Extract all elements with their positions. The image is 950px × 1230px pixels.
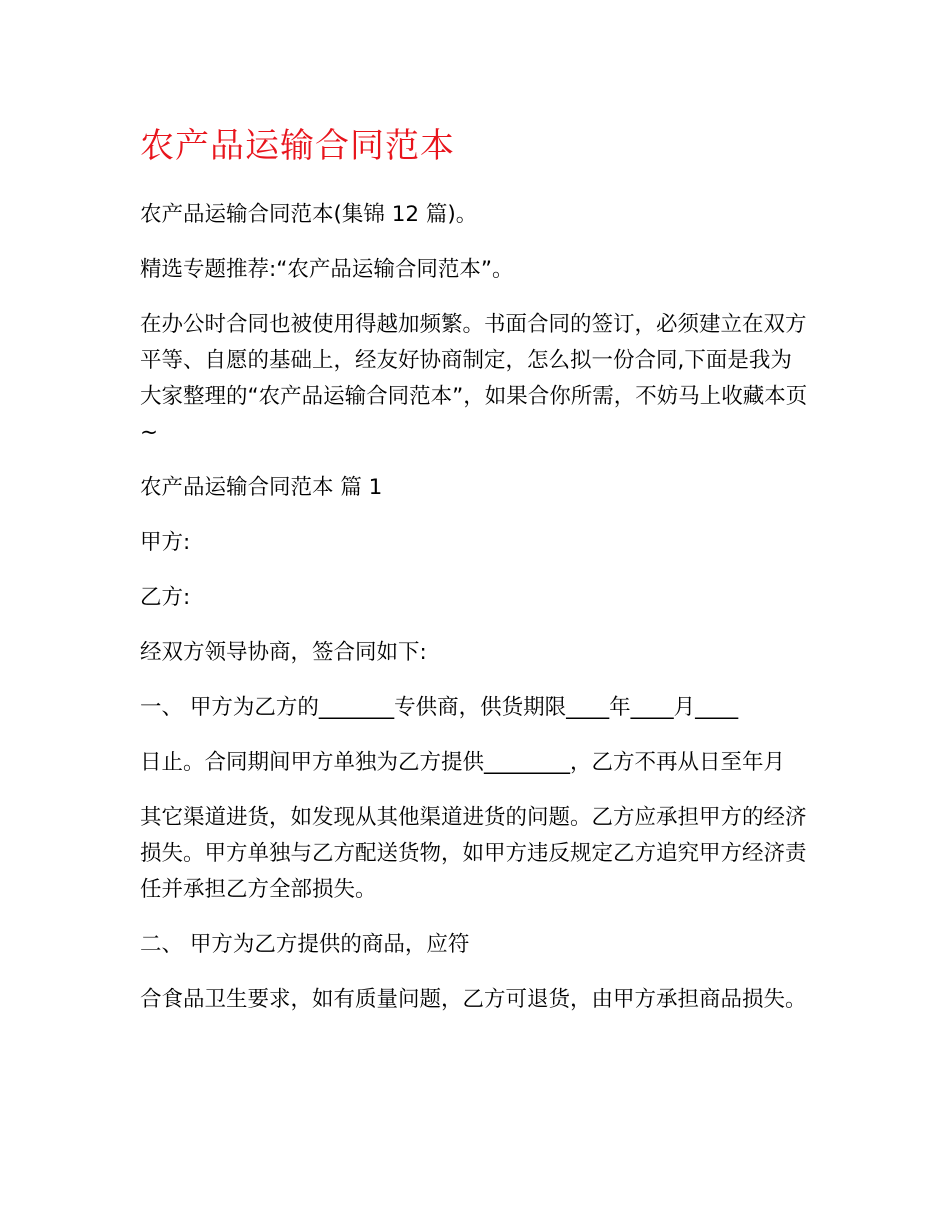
paragraph-intro: 农产品运输合同范本(集锦 12 篇)。 xyxy=(140,202,478,227)
clause-two: 二、 甲方为乙方提供的商品，应符 xyxy=(140,932,470,957)
section-heading: 农产品运输合同范本 篇 1 xyxy=(140,475,383,500)
clause-one-continued: 日止。合同期间甲方单独为乙方提供________，乙方不再从日至年月 xyxy=(140,750,786,775)
paragraph-recommendation: 精选专题推荐:“农产品运输合同范本”。 xyxy=(140,257,514,282)
document-body xyxy=(140,122,810,1037)
clause-one-liability: 其它渠道进货，如发现从其他渠道进货的问题。乙方应承担甲方的经济损失。甲方单独与乙方配送货物，如甲方违反规定乙方追究甲方经济责任并承担乙方全部损失。 xyxy=(140,805,807,902)
paragraph-agreement: 经双方领导协商，签合同如下: xyxy=(140,640,427,665)
party-a-line: 甲方: xyxy=(140,530,191,555)
clause-one: 一、 甲方为乙方的_______专供商，供货期限____年____月____ xyxy=(140,695,739,720)
party-b-line: 乙方: xyxy=(140,585,191,610)
clause-two-continued: 合食品卫生要求，如有质量问题，乙方可退货，由甲方承担商品损失。 xyxy=(140,987,807,1012)
document-title: 农产品运输合同范本 xyxy=(140,126,455,166)
paragraph-preface: 在办公时合同也被使用得越加频繁。书面合同的签订，必须建立在双方平等、自愿的基础上，经友好协商制定，怎么拟一份合同,下面是我为大家整理的“农产品运输合同范本”，如果合你所需，不妨马上收藏本页~ xyxy=(140,312,808,445)
